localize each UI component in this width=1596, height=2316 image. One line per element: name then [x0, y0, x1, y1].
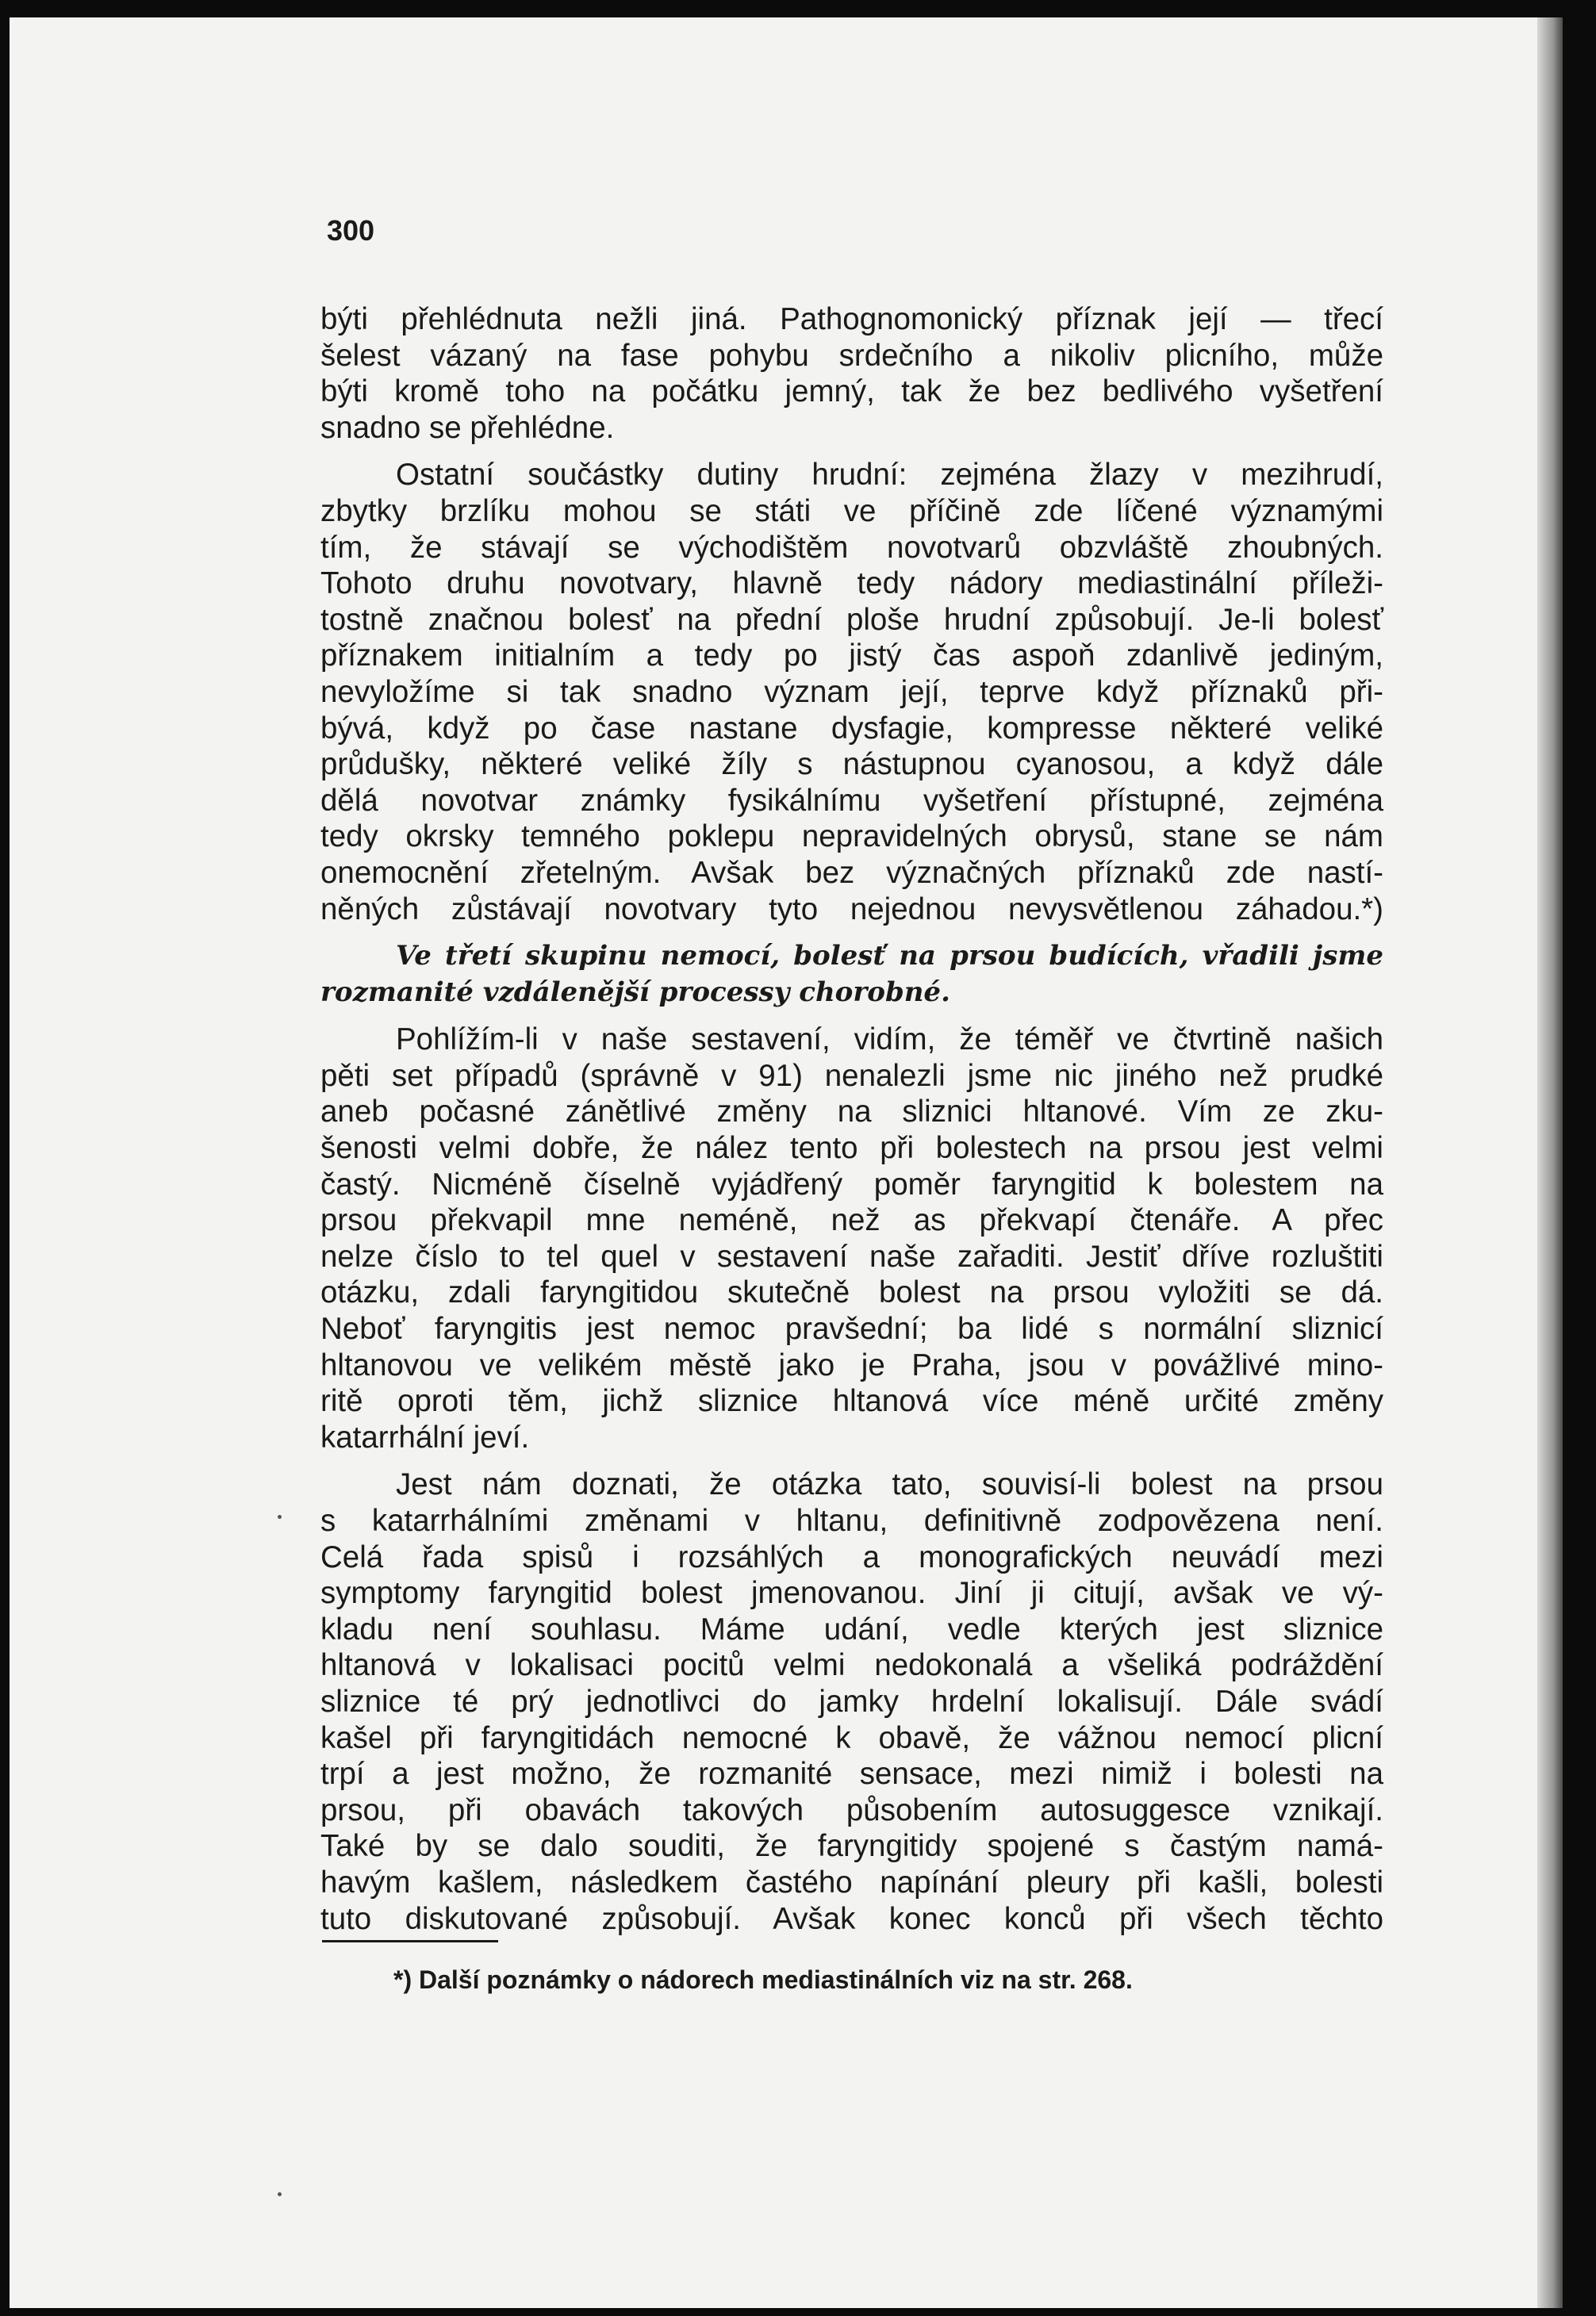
- text-line: něných zůstávají novotvary tyto nejednou nevysvětlenou záhadou.*): [320, 892, 1383, 926]
- text-line: tím, že stávají se východištěm novotvarů obzvláště zhoubných.: [320, 530, 1383, 565]
- text-line: trpí a jest možno, že rozmanité sensace, mezi nimiž i bolesti na: [320, 1757, 1383, 1792]
- footnote: *) Další poznámky o nádorech mediastinálních viz na str. 268.: [393, 1965, 1133, 1994]
- body-text: [320, 301, 1383, 1937]
- text-line: Neboť faryngitis jest nemoc pravšední; ba lidé s normální sliznicí: [320, 1312, 1383, 1347]
- text-line: ritě oproti těm, jichž sliznice hltanová více méně určité změny: [320, 1384, 1383, 1419]
- text-line: tedy okrsky temného poklepu nepravidelných obrysů, stane se nám: [320, 819, 1383, 854]
- page-edge-shadow: [1537, 17, 1563, 2308]
- text-line: častý. Nicméně číselně vyjádřený poměr faryngitid k bolestem na: [320, 1167, 1383, 1202]
- text-line: pěti set případů (správně v 91) nenalezli jsme nic jiného než prudké: [320, 1058, 1383, 1093]
- text-line: prsou, při obavách takových působením autosuggesce vznikají.: [320, 1793, 1383, 1827]
- text-line: šenosti velmi dobře, že nález tento při bolestech na prsou jest velmi: [320, 1131, 1383, 1166]
- page-number: 300: [327, 214, 375, 247]
- text-line: kašel při faryngitidách nemocné k obavě, že vážnou nemocí plicní: [320, 1720, 1383, 1755]
- text-line: Ve třetí skupinu nemocí, bolesť na prsou budících, vřadili jsme: [396, 940, 1383, 972]
- text-line: tuto diskutované způsobují. Avšak konec konců při všech těchto: [320, 1901, 1383, 1936]
- text-line: onemocnění zřetelným. Avšak bez význačných příznaků zde nastí-: [320, 855, 1383, 890]
- text-line: Jest nám doznati, že otázka tato, souvisí-li bolest na prsou: [396, 1467, 1383, 1502]
- book-page: [10, 17, 1563, 2308]
- text-line: rozmanité vzdálenější processy chorobné.: [320, 976, 950, 1008]
- text-line: býti kromě toho na počátku jemný, tak že bez bedlivého vyšetření: [320, 374, 1383, 409]
- text-line: s katarrhálními změnami v hltanu, definitivně zodpovězena není.: [320, 1504, 1383, 1538]
- text-line: snadno se přehlédne.: [320, 410, 615, 445]
- print-speck: [278, 2192, 282, 2196]
- text-line: Ostatní součástky dutiny hrudní: zejména žlazy v mezihrudí,: [396, 458, 1383, 493]
- text-line: Celá řada spisů i rozsáhlých a monografických neuvádí mezi: [320, 1540, 1383, 1574]
- text-line: Také by se dalo souditi, že faryngitidy spojené s častým namá-: [320, 1829, 1383, 1864]
- text-line: hltanovou ve velikém městě jako je Praha, jsou v povážlivé mino-: [320, 1348, 1383, 1382]
- text-line: symptomy faryngitid bolest jmenovanou. Jiní ji citují, avšak ve vý-: [320, 1576, 1383, 1611]
- text-line: šelest vázaný na fase pohybu srdečního a nikoliv plicního, může: [320, 338, 1383, 373]
- print-speck: [278, 1515, 282, 1519]
- text-line: nelze číslo to tel quel v sestavení naše zařaditi. Jestiť dříve rozluštiti: [320, 1239, 1383, 1274]
- text-line: Tohoto druhu novotvary, hlavně tedy nádory mediastinální příleži-: [320, 566, 1383, 601]
- text-line: bývá, když po čase nastane dysfagie, kompresse některé veliké: [320, 711, 1383, 746]
- text-line: havým kašlem, následkem častého napínání pleury při kašli, bolesti: [320, 1865, 1383, 1900]
- text-line: zbytky brzlíku mohou se státi ve příčině zde líčené významými: [320, 493, 1383, 528]
- text-line: katarrhální jeví.: [320, 1420, 530, 1455]
- text-line: prsou překvapil mne neméně, než as překvapí čtenáře. A přec: [320, 1203, 1383, 1238]
- text-line: Pohlížím-li v naše sestavení, vidím, že téměř ve čtvrtině našich: [396, 1022, 1383, 1057]
- text-line: příznakem initialním a tedy po jistý čas aspoň zdanlivě jediným,: [320, 638, 1383, 673]
- text-line: dělá novotvar známky fysikálnímu vyšetření přístupné, zejména: [320, 783, 1383, 818]
- text-line: aneb počasné zánětlivé změny na sliznici hltanové. Vím ze zku-: [320, 1095, 1383, 1129]
- text-line: tostně značnou bolesť na přední ploše hrudní způsobují. Je-li bolesť: [320, 602, 1383, 637]
- text-line: nevyložíme si tak snadno význam její, teprve když příznaků při-: [320, 674, 1383, 709]
- text-line: hltanová v lokalisaci pocitů velmi nedokonalá a všeliká podráždění: [320, 1648, 1383, 1683]
- text-line: otázku, zdali faryngitidou skutečně bolest na prsou vyložiti se dá.: [320, 1275, 1383, 1310]
- text-line: sliznice té prý jednotlivci do jamky hrdelní lokalisují. Dále svádí: [320, 1684, 1383, 1719]
- footnote-divider: [322, 1940, 498, 1942]
- text-line: býti přehlédnuta nežli jiná. Pathognomonický příznak její — třecí: [320, 302, 1383, 336]
- text-line: průdušky, některé veliké žíly s nástupnou cyanosou, a když dále: [320, 747, 1383, 782]
- text-line: kladu není souhlasu. Máme udání, vedle kterých jest sliznice: [320, 1612, 1383, 1647]
